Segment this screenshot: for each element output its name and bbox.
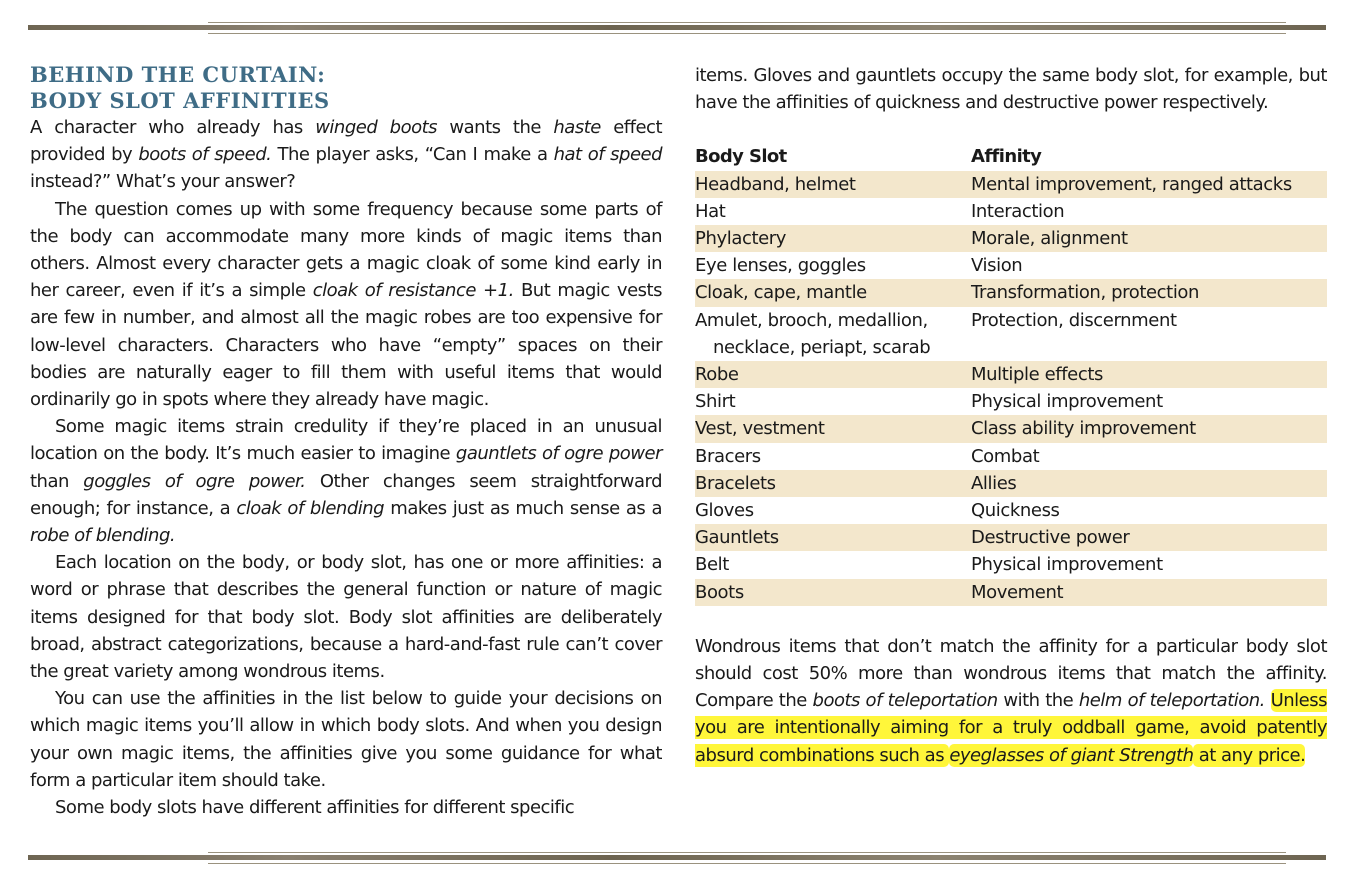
highlighted-text (1193, 744, 1305, 767)
italic-item-name: winged boots (315, 117, 438, 138)
header-body-slot: Body Slot (695, 146, 787, 168)
italic-item-name: robe of blending. (30, 525, 176, 547)
table-row (695, 415, 1327, 442)
text-run: A character who already has (30, 117, 316, 138)
table-row (695, 388, 1327, 415)
table-row (695, 361, 1327, 388)
affinity-cell: Morale, alignment (971, 228, 1128, 250)
paragraph (695, 633, 1327, 769)
table-body (695, 171, 1327, 606)
table-row (695, 497, 1327, 524)
italic-item-name: eyeglasses of giant Strength (949, 744, 1194, 766)
body-slot-text-continued: necklace, periapt, scarab (713, 336, 931, 358)
table-header (695, 143, 1327, 170)
table-row (695, 307, 1327, 361)
body-slot-text: Amulet, brooch, medallion, (695, 309, 928, 331)
text-run: The player asks, “Can I make a (271, 144, 554, 166)
body-slot-text: Belt (695, 554, 729, 576)
paragraph (30, 196, 662, 414)
body-slot-cell (695, 171, 971, 198)
text-run: instead?” What’s your answer? (30, 171, 296, 193)
body-slot-text: Eye lenses, goggles (695, 255, 866, 277)
body-slot-cell (695, 388, 971, 415)
text-run: makes just as much sense as a (384, 497, 663, 519)
table-row (695, 551, 1327, 578)
paragraph (30, 685, 662, 794)
text-run: But magic vests are few in number, and almost all the magic robes are too expensive for low-level characters. Characters who have “empty” spaces on their bodies are naturally eager to fill them with useful items that would ordinarily go in spots where they already have magic. (30, 280, 662, 411)
body-slot-text: Robe (695, 364, 739, 386)
bottom-border (28, 852, 1326, 864)
affinity-cell: Transformation, protection (971, 282, 1200, 304)
body-slot-cell (695, 198, 971, 225)
affinity-cell: Vision (971, 255, 1023, 277)
italic-item-name: goggles of ogre power. (83, 470, 306, 492)
top-border (28, 22, 1326, 34)
body-slot-text: Headband, helmet (695, 173, 856, 195)
text-run: wants the (437, 117, 554, 138)
text-run: Some magic items strain credulity if they’re placed in an unusual location on the body. It’s much easier to imagine (30, 416, 662, 465)
table-row (695, 470, 1327, 497)
table-row (695, 279, 1327, 306)
paragraph (30, 549, 662, 685)
text-run: Each location on the body, or body slot, has one or more affinities: a word or phrase that describes the general function or nature of magic items designed for that body slot. Body slot affinities are deliberately broad, abstract categorizations, because a hard-and-fast rule can’t cover the great variety among wondrous items. (30, 552, 662, 683)
paragraph (30, 794, 662, 821)
affinity-cell: Interaction (971, 200, 1065, 222)
table-row (695, 198, 1327, 225)
affinity-cell: Movement (971, 581, 1064, 603)
highlighted-text (949, 744, 1193, 767)
body-slot-cell (695, 307, 971, 361)
italic-item-name: cloak of blending (236, 497, 385, 519)
affinity-cell: Mental improvement, ranged attacks (971, 173, 1292, 195)
sidebar-title (30, 62, 662, 114)
body-slot-cell (695, 551, 971, 578)
affinity-table (695, 143, 1327, 605)
right-column (695, 62, 1327, 769)
body-slot-cell (695, 470, 971, 497)
body-slot-cell (695, 524, 971, 551)
affinity-cell: Destructive power (971, 527, 1130, 549)
text-run: at any price. (1193, 744, 1306, 766)
italic-item-name: boots of teleportation (812, 690, 998, 712)
body-slot-text: Cloak, cape, mantle (695, 282, 867, 304)
body-slot-cell (695, 415, 971, 442)
text-run: than (30, 470, 84, 492)
italic-item-name: helm of teleportation. (1078, 690, 1265, 712)
affinity-cell: Class ability improvement (971, 418, 1196, 440)
title-line-2: BODY SLOT AFFINITIES (30, 88, 330, 113)
text-run: The question comes up with some frequency because some parts of the body can accommodate many more kinds of magic items than others. Almost every character gets a magic cloak of some kind early in her career, even if it’s a simple (30, 198, 662, 302)
body-slot-text: Boots (695, 581, 744, 603)
italic-item-name: haste (553, 117, 601, 138)
body-slot-cell (695, 497, 971, 524)
text-run: effect provided by (30, 117, 663, 166)
table-row (695, 524, 1327, 551)
body-slot-cell (695, 225, 971, 252)
italic-item-name: boots of speed. (138, 144, 272, 166)
title-line-1: BEHIND THE CURTAIN: (30, 62, 326, 87)
affinity-cell: Multiple effects (971, 364, 1103, 386)
text-run: items. Gloves and gauntlets occupy the same body slot, for example, but have the affinities of quickness and destructive power respectively. (695, 65, 1327, 114)
body-slot-cell (695, 361, 971, 388)
affinity-cell: Protection, discernment (971, 309, 1177, 331)
body-slot-text: Bracers (695, 445, 761, 467)
text-run: Some body slots have different affinities for different specific (55, 797, 575, 819)
body-slot-text: Bracelets (695, 472, 776, 494)
table-row (695, 171, 1327, 198)
affinity-cell: Physical improvement (971, 554, 1163, 576)
header-affinity: Affinity (971, 146, 1042, 168)
body-slot-text: Shirt (695, 391, 736, 413)
table-row (695, 579, 1327, 606)
body-slot-text: Vest, vestment (695, 418, 825, 440)
text-run: with the (997, 690, 1079, 712)
affinity-cell: Allies (971, 472, 1017, 494)
body-slot-cell (695, 252, 971, 279)
left-column (30, 62, 662, 821)
body-slot-text: Gauntlets (695, 527, 779, 549)
body-slot-text: Phylactery (695, 228, 787, 250)
text-run: You can use the affinities in the list below to guide your decisions on which magic items you’ll allow in which body slots. And when you design your own magic items, the affinities give you some guidance for what form a particular item should take. (30, 688, 662, 791)
body-slot-text: Hat (695, 200, 726, 222)
affinity-cell: Physical improvement (971, 391, 1163, 413)
text-run: Wondrous items that don’t match the affinity for a particular body slot should cost 50% more than wondrous items that match the affinity. Compare the (695, 635, 1327, 712)
paragraph (695, 62, 1327, 116)
table-row (695, 252, 1327, 279)
text-run: Unless you are intentionally aiming for a truly oddball game, avoid patently absurd combinations such as (695, 690, 1327, 766)
italic-item-name: cloak of resistance +1. (312, 280, 514, 302)
table-row (695, 443, 1327, 470)
affinity-cell: Combat (971, 445, 1040, 467)
body-slot-cell (695, 443, 971, 470)
table-row (695, 225, 1327, 252)
italic-item-name: hat of speed (553, 144, 663, 166)
body-slot-cell (695, 579, 971, 606)
affinity-cell: Quickness (971, 500, 1060, 522)
paragraph (30, 114, 662, 196)
body-slot-cell (695, 279, 971, 306)
italic-item-name: gauntlets of ogre power (455, 443, 663, 465)
body-slot-text: Gloves (695, 500, 754, 522)
text-run: Other changes seem straightforward enough; for instance, a (30, 470, 662, 519)
paragraph (30, 413, 662, 549)
